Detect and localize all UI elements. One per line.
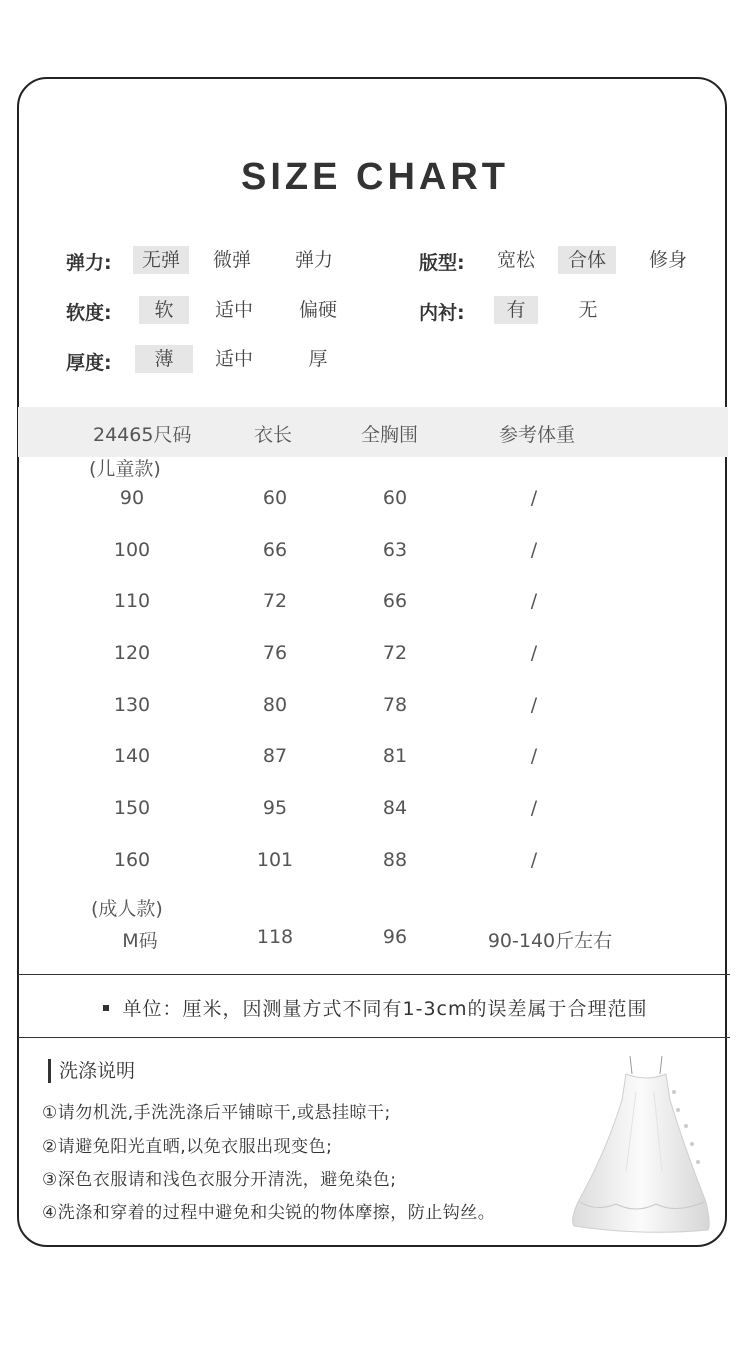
table-cell-size: 160 (113, 849, 151, 871)
table-cell-bust: 78 (382, 694, 408, 716)
table-cell-length: 95 (262, 797, 288, 819)
softness-option-stiff: 偏硬 (298, 299, 337, 321)
elasticity-label: 弹力: (66, 252, 112, 274)
thickness-label: 厚度: (66, 352, 112, 374)
table-cell-length: 72 (262, 590, 288, 612)
table-cell-length: 76 (262, 642, 288, 664)
washing-title: 洗涤说明 (48, 1059, 135, 1083)
header-size: 24465尺码 (93, 424, 192, 446)
table-cell-length: 118 (256, 926, 294, 948)
table-cell-weight: / (530, 590, 538, 612)
table-cell-size: 140 (113, 745, 151, 767)
table-cell-weight: / (530, 487, 538, 509)
table-cell-weight: / (530, 797, 538, 819)
table-cell-size: 110 (113, 590, 151, 612)
table-cell-weight: / (530, 849, 538, 871)
elasticity-option-none: 无弹 (133, 246, 189, 274)
table-cell-weight: / (530, 642, 538, 664)
fit-option-slim: 修身 (648, 249, 687, 271)
page-title: SIZE CHART (241, 156, 509, 198)
header-weight: 参考体重 (499, 424, 576, 446)
table-cell-bust: 84 (382, 797, 408, 819)
white-dress-image (566, 1052, 716, 1236)
softness-label: 软度: (66, 302, 112, 324)
washing-item: ②请避免阳光直晒,以免衣服出现变色; (42, 1137, 333, 1157)
table-cell-length: 60 (262, 487, 288, 509)
table-cell-weight: 90-140斤左右 (487, 930, 613, 952)
fit-label: 版型: (419, 252, 465, 274)
header-bust: 全胸围 (361, 424, 419, 446)
washing-item: ③深色衣服请和浅色衣服分开清洗，避免染色; (42, 1170, 397, 1190)
table-cell-length: 66 (262, 539, 288, 561)
table-cell-bust: 63 (382, 539, 408, 561)
divider-bottom (18, 1037, 730, 1038)
softness-option-medium: 适中 (214, 299, 253, 321)
table-cell-bust: 66 (382, 590, 408, 612)
adult-group-label: (成人款) (91, 898, 163, 920)
lining-option-no: 无 (578, 299, 598, 321)
table-cell-weight: / (530, 745, 538, 767)
washing-item: ④洗涤和穿着的过程中避免和尖锐的物体摩擦，防止钩丝。 (42, 1203, 496, 1223)
table-cell-size: 130 (113, 694, 151, 716)
unit-note (0, 994, 750, 1021)
thickness-option-thick: 厚 (308, 348, 328, 370)
fit-option-loose: 宽松 (496, 249, 535, 271)
fit-option-regular: 合体 (558, 246, 616, 274)
unit-note-text: 单位：厘米，因测量方式不同有1-3cm的误差属于合理范围 (122, 998, 648, 1020)
table-cell-bust: 72 (382, 642, 408, 664)
table-cell-size: 150 (113, 797, 151, 819)
table-cell-size: M码 (122, 930, 158, 952)
bullet-square-icon (103, 1005, 109, 1011)
header-length: 衣长 (254, 424, 293, 446)
table-cell-length: 87 (262, 745, 288, 767)
table-cell-weight: / (530, 694, 538, 716)
table-cell-length: 80 (262, 694, 288, 716)
table-cell-bust: 60 (382, 487, 408, 509)
softness-option-soft: 软 (139, 296, 189, 324)
thickness-option-medium: 适中 (214, 348, 253, 370)
kids-group-label: (儿童款) (89, 458, 161, 480)
table-cell-size: 90 (119, 487, 145, 509)
table-cell-size: 100 (113, 539, 151, 561)
table-cell-bust: 81 (382, 745, 408, 767)
table-cell-bust: 96 (382, 926, 408, 948)
washing-item: ①请勿机洗,手洗洗涤后平铺晾干,或悬挂晾干; (42, 1103, 391, 1123)
table-cell-weight: / (530, 539, 538, 561)
table-cell-length: 101 (256, 849, 294, 871)
thickness-option-thin: 薄 (135, 345, 193, 373)
lining-label: 内衬: (419, 302, 465, 324)
table-cell-size: 120 (113, 642, 151, 664)
elasticity-option-slight: 微弹 (212, 249, 251, 271)
elasticity-option-elastic: 弹力 (294, 249, 333, 271)
table-cell-bust: 88 (382, 849, 408, 871)
divider-top (18, 974, 730, 975)
lining-option-yes: 有 (494, 296, 538, 324)
